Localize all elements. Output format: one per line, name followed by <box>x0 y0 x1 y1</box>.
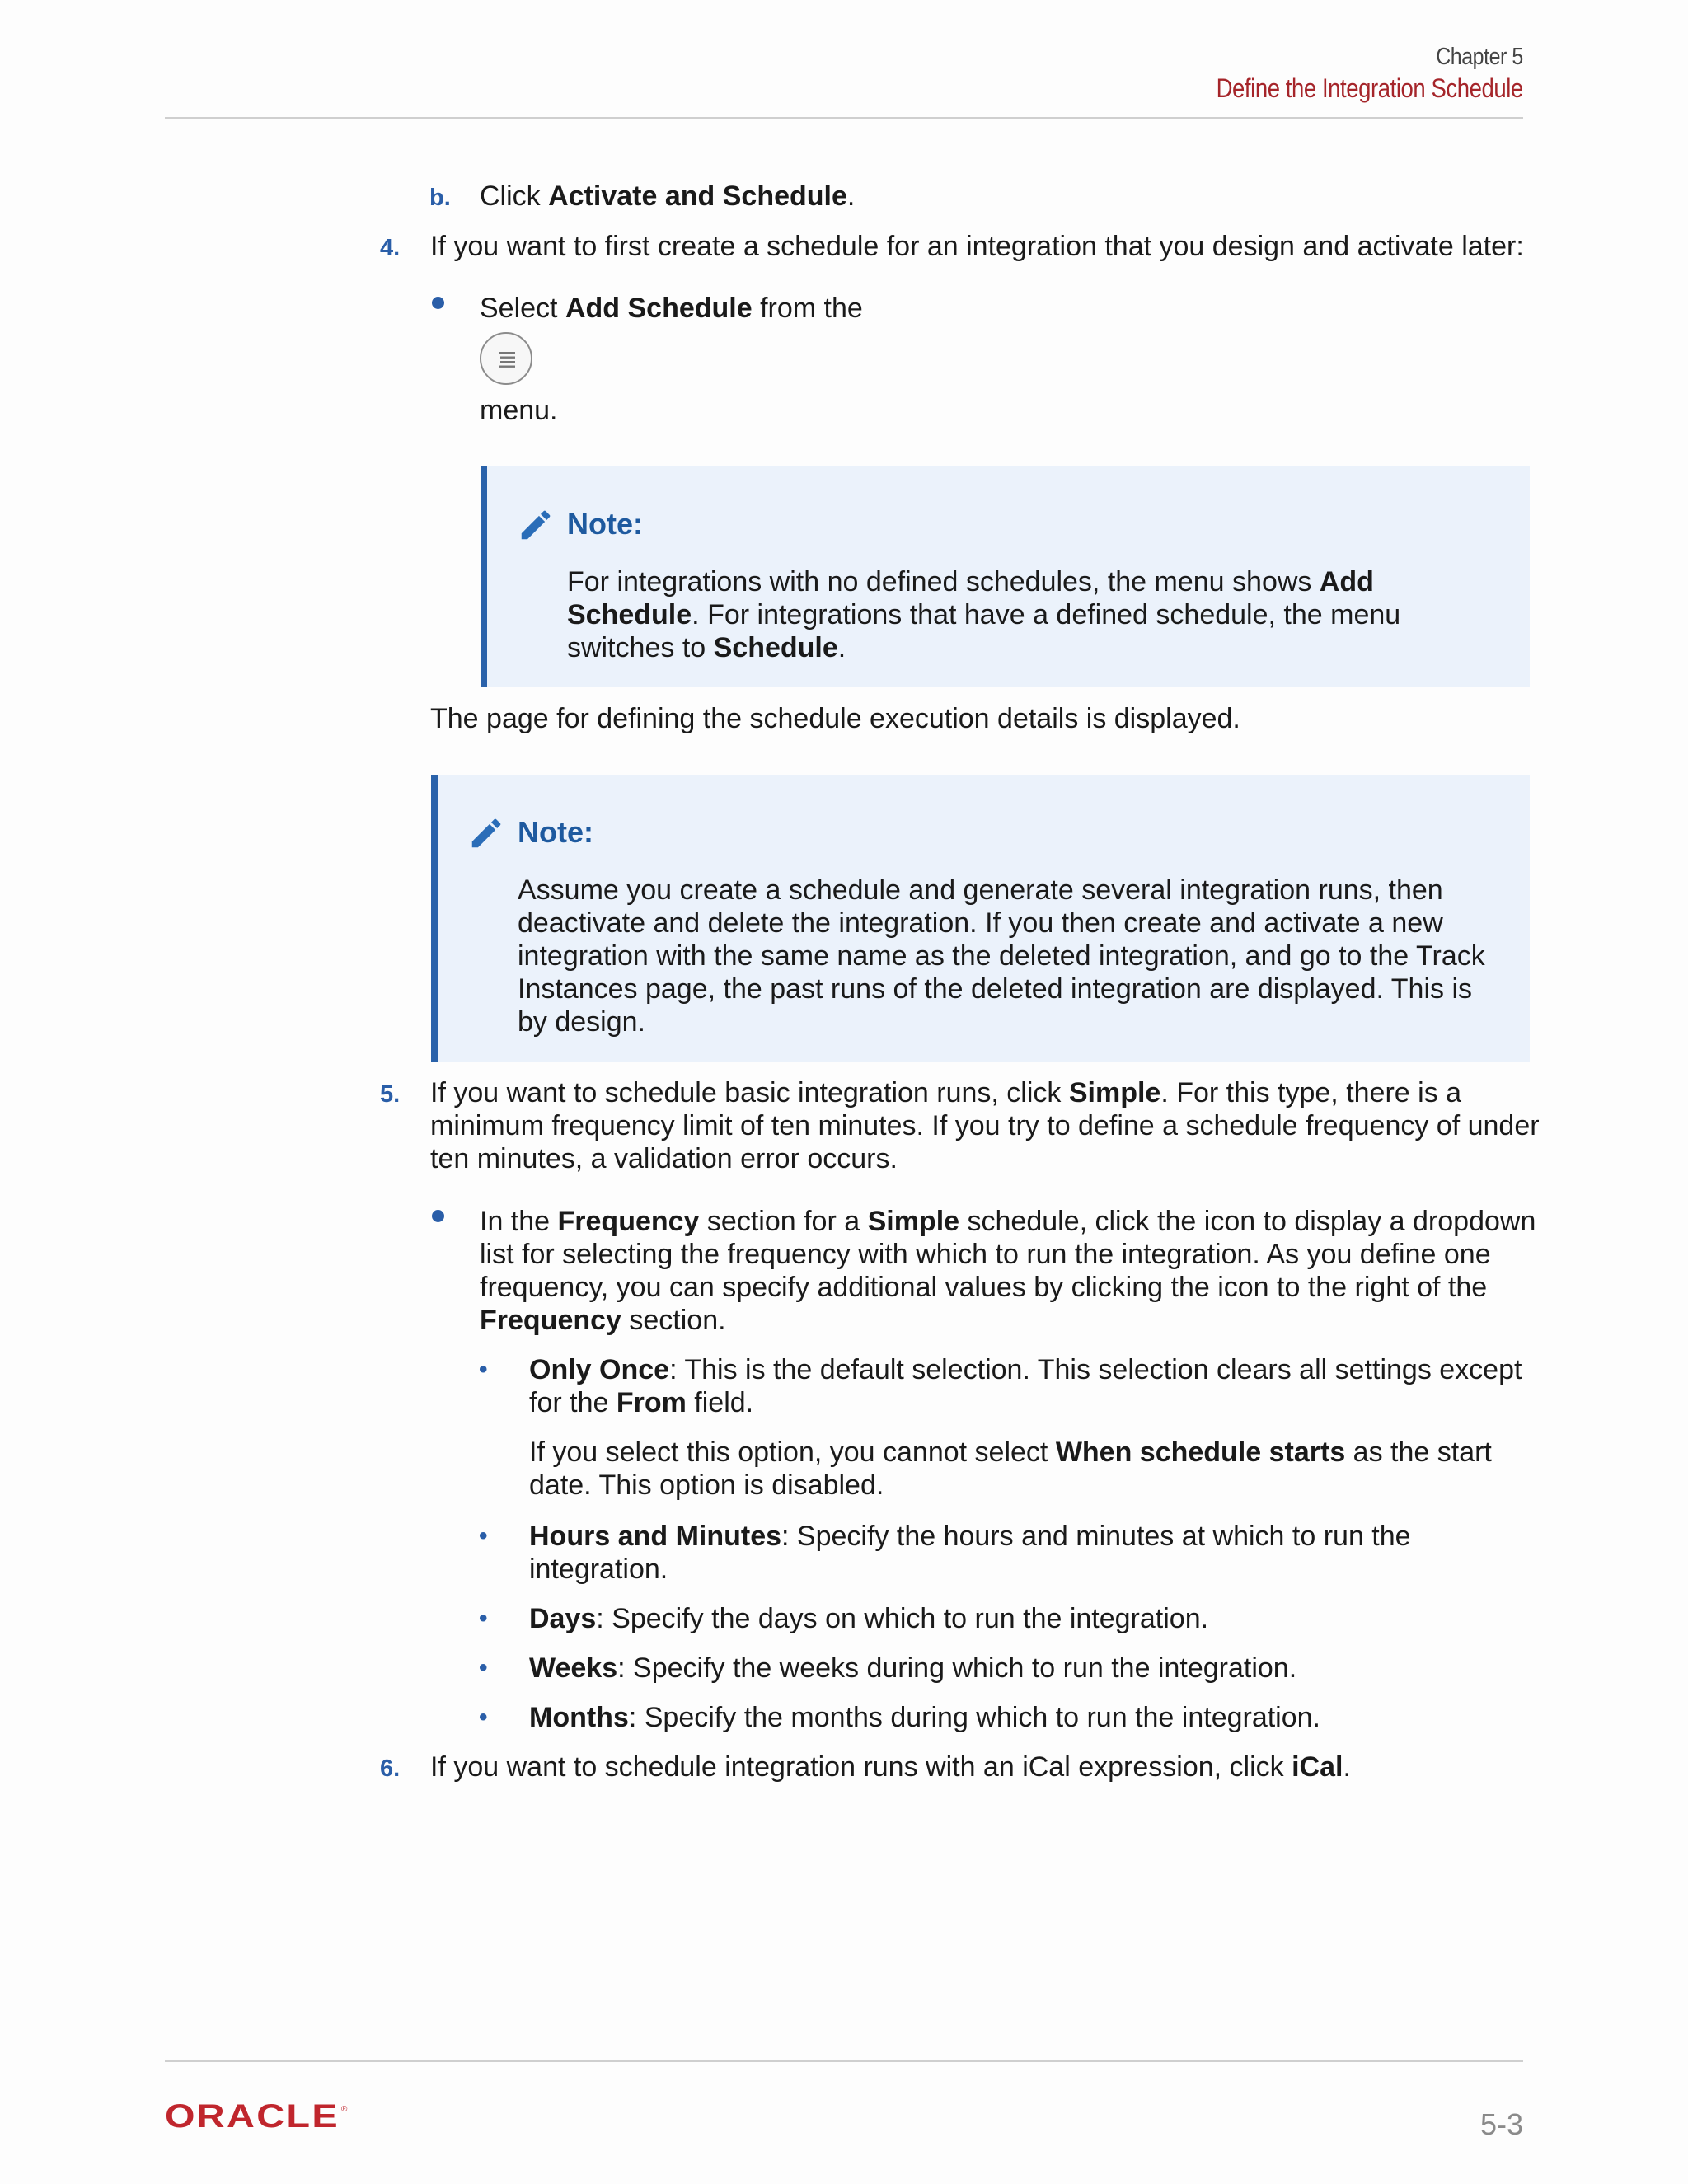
page-number: 5-3 <box>1479 2107 1523 2141</box>
oracle-logo <box>165 2100 354 2133</box>
note-heading: Note: <box>567 507 643 541</box>
sub-bullet: • <box>479 1605 488 1632</box>
hours-minutes-item: Hours and Minutes: Specify the hours and minutes at which to run the <box>529 1521 1411 1552</box>
sub-bullet: • <box>479 1704 488 1731</box>
note-box <box>481 466 1530 687</box>
days-item: Days: Specify the days on which to run the integration. <box>529 1603 1209 1634</box>
only-once-item: for the From field. <box>529 1387 754 1418</box>
step-5-text: minimum frequency limit of ten minutes. If you try to define a schedule frequency of under <box>430 1110 1540 1141</box>
add-schedule-instruction: Select Add Schedule from the <box>480 293 863 324</box>
sub-bullet: • <box>479 1356 488 1383</box>
weeks-item: Weeks: Specify the weeks during which to run the integration. <box>529 1652 1297 1684</box>
pencil-icon <box>467 814 505 852</box>
hamburger-menu-icon <box>480 332 532 385</box>
chapter-label: Chapter 5 <box>1436 44 1523 70</box>
svg-text:ORACLE: ORACLE <box>165 2100 340 2133</box>
svg-text:®: ® <box>341 2105 348 2114</box>
note-text-line: integration with the same name as the deleted integration, and go to the Track <box>518 940 1485 972</box>
page-displayed-text: The page for defining the schedule execution details is displayed. <box>430 703 1240 734</box>
note-text-line: Schedule. For integrations that have a defined schedule, the menu <box>567 599 1401 630</box>
note-text-line: Assume you create a schedule and generate several integration runs, then <box>518 874 1443 906</box>
months-item: Months: Specify the months during which to run the integration. <box>529 1702 1321 1733</box>
step-5-marker: 5. <box>380 1081 401 1108</box>
note-text-line: switches to Schedule. <box>567 632 846 663</box>
step-6-text: If you want to schedule integration runs with an iCal expression, click iCal. <box>430 1751 1351 1783</box>
bullet-dot <box>432 1210 444 1222</box>
pencil-icon <box>517 506 555 544</box>
frequency-text: list for selecting the frequency with which to run the integration. As you define one <box>480 1239 1491 1270</box>
only-once-note: If you select this option, you cannot select When schedule starts as the start <box>529 1436 1492 1468</box>
step-6-marker: 6. <box>380 1755 401 1782</box>
step-5-text: If you want to schedule basic integration runs, click Simple. For this type, there is a <box>430 1077 1462 1108</box>
frequency-text: frequency, you can specify additional values by clicking the icon to the right of the <box>480 1272 1488 1303</box>
frequency-text: Frequency section. <box>480 1305 726 1336</box>
section-title: Define the Integration Schedule <box>1216 73 1523 103</box>
frequency-text: In the Frequency section for a Simple schedule, click the icon to display a dropdown <box>480 1206 1536 1237</box>
footer-divider <box>165 2060 1523 2062</box>
note-box <box>431 775 1530 1062</box>
note-heading: Note: <box>518 815 593 849</box>
only-once-note: date. This option is disabled. <box>529 1469 884 1501</box>
step-5-text: ten minutes, a validation error occurs. <box>430 1143 898 1174</box>
hours-minutes-item: integration. <box>529 1554 668 1585</box>
note-text-line: For integrations with no defined schedules, the menu shows Add <box>567 566 1374 598</box>
note-text-line: Instances page, the past runs of the deleted integration are displayed. This is <box>518 973 1472 1005</box>
note-text-line: by design. <box>518 1006 645 1038</box>
sub-bullet: • <box>479 1522 488 1549</box>
only-once-item: Only Once: This is the default selection. This selection clears all settings except <box>529 1354 1522 1385</box>
bullet-dot <box>432 297 444 309</box>
step-4-text: If you want to first create a schedule for an integration that you design and activate later: <box>430 231 1524 262</box>
menu-word: menu. <box>480 395 558 426</box>
step-b-text: Click Activate and Schedule. <box>480 180 856 212</box>
step-4-marker: 4. <box>380 235 401 261</box>
header-divider <box>165 117 1523 119</box>
note-text-line: deactivate and delete the integration. If you then create and activate a new <box>518 907 1443 939</box>
step-b-marker: b. <box>429 185 451 211</box>
sub-bullet: • <box>479 1654 488 1681</box>
